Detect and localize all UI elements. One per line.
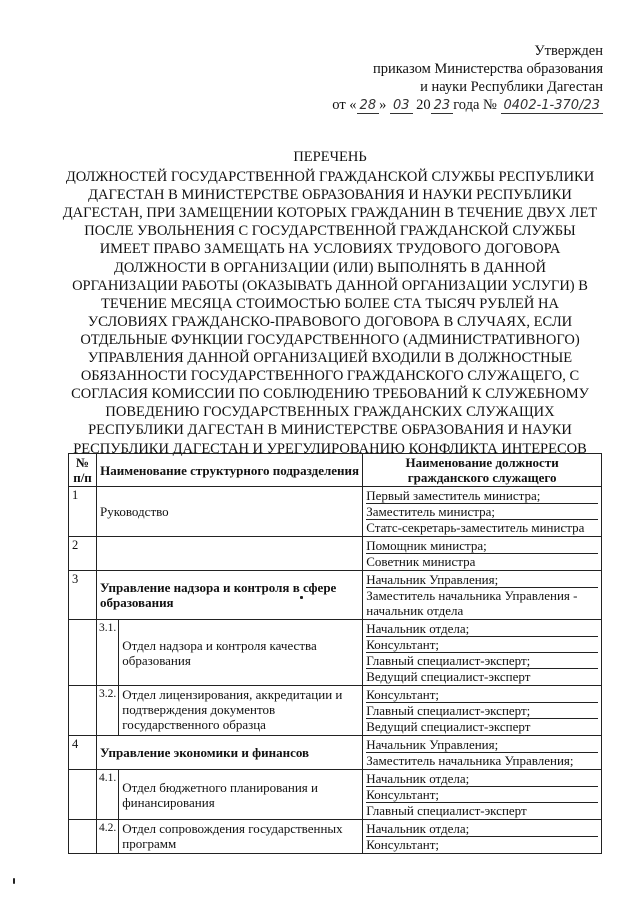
subrow-number: 3.1. (97, 620, 119, 686)
positions-table (68, 453, 602, 854)
date-prefix: от « (332, 97, 357, 113)
table-row (69, 820, 602, 854)
position-list (363, 736, 602, 770)
table-row (69, 736, 602, 770)
position-item: Консультант; (366, 637, 598, 653)
position-item: Главный специалист-эксперт; (366, 653, 598, 669)
document-heading: ДОЛЖНОСТЕЙ ГОСУДАРСТВЕННОЙ ГРАЖДАНСКОЙ СЛУЖБЫ РЕСПУБЛИКИ ДАГЕСТАН В МИНИСТЕРСТВЕ ОБРАЗОВАНИЯ И НАУКИ РЕСПУБЛИКИ ДАГЕСТАН, ПРИ ЗАМЕЩЕНИИ КОТОРЫХ ГРАЖДАНИН В ТЕЧЕНИЕ ДВУХ ЛЕТ ПОСЛЕ УВОЛЬНЕНИЯ С ГОСУДАРСТВЕННОЙ ГРАЖДАНСКОЙ СЛУЖБЫ ИМЕЕТ ПРАВО ЗАМЕЩАТЬ НА УСЛОВИЯХ ТРУДОВОГО ДОГОВОРА ДОЛЖНОСТИ В ОРГАНИЗАЦИИ (ИЛИ) ВЫПОЛНЯТЬ В ДАННОЙ ОРГАНИЗАЦИИ РАБОТЫ (ОКАЗЫВАТЬ ДАННОЙ ОРГАНИЗАЦИИ УСЛУГИ) В ТЕЧЕНИЕ МЕСЯЦА СТОИМОСТЬЮ БОЛЕЕ СТА ТЫСЯЧ РУБЛЕЙ НА УСЛОВИЯХ ГРАЖДАНСКО-ПРАВОВОГО ДОГОВОРА В СЛУЧАЯХ, ЕСЛИ ОТДЕЛЬНЫЕ ФУНКЦИИ ГОСУДАРСТВЕННОГО (АДМИНИСТРАТИВНОГО) УПРАВЛЕНИЯ ДАННОЙ ОРГАНИЗАЦИЕЙ ВХОДИЛИ В ДОЛЖНОСТНЫЕ ОБЯЗАННОСТИ ГОСУДАРСТВЕННОГО ГРАЖДАНСКОГО СЛУЖАЩЕГО, С СОГЛАСИЯ КОМИССИИ ПО СОБЛЮДЕНИЮ ТРЕБОВАНИЙ К СЛУЖЕБНОМУ ПОВЕДЕНИЮ ГОСУДАРСТВЕННЫХ ГРАЖДАНСКИХ СЛУЖАЩИХ РЕСПУБЛИКИ ДАГЕСТАН В МИНИСТЕРСТВЕ ОБРАЗОВАНИЯ И НАУКИ РЕСПУБЛИКИ ДАГЕСТАН И УРЕГУЛИРОВАНИЮ КОНФЛИКТА ИНТЕРЕСОВ (62, 169, 598, 457)
position-list (363, 820, 602, 854)
row-number: 1 (69, 487, 97, 537)
table-row (69, 620, 602, 686)
subrow-number: 3.2. (97, 686, 119, 736)
date-day-close: » (379, 97, 387, 113)
scan-speck (13, 878, 15, 884)
approval-line-1: Утвержден (534, 43, 603, 59)
table-row (69, 686, 602, 736)
table-row (69, 571, 602, 620)
position-list (363, 487, 602, 537)
row-number: 4 (69, 736, 97, 770)
position-item: Начальник отдела; (366, 771, 598, 787)
row-number-empty (69, 820, 97, 854)
header-unit: Наименование структурного подразделения (97, 454, 363, 487)
position-item: Заместитель министра; (366, 504, 598, 520)
approval-stamp (332, 42, 603, 115)
position-item: Начальник Управления; (366, 737, 598, 753)
row-number: 2 (69, 537, 97, 571)
unit-name: Отдел бюджетного планирования и финансирования (119, 770, 363, 820)
row-number-empty (69, 620, 97, 686)
table-row (69, 487, 602, 537)
handwritten-month: 03 (390, 98, 413, 114)
position-item: Консультант; (366, 837, 440, 852)
position-item: Ведущий специалист-эксперт (366, 719, 531, 734)
header-position: Наименование должности гражданского служащего (363, 454, 602, 487)
position-item: Консультант; (366, 687, 598, 703)
handwritten-year: 23 (431, 98, 454, 114)
unit-name (97, 537, 363, 571)
scan-speck (300, 596, 303, 599)
approval-line-3: и науки Республики Дагестан (420, 79, 603, 95)
position-item: Заместитель начальника Управления; (366, 753, 574, 768)
number-prefix: года № (453, 97, 497, 113)
position-item: Помощник министра; (366, 538, 598, 554)
year-prefix: 20 (416, 97, 431, 113)
position-item: Заместитель начальника Управления - начальник отдела (366, 588, 578, 618)
approval-date-line (332, 96, 603, 115)
position-item: Главный специалист-эксперт (366, 803, 527, 818)
position-item: Первый заместитель министра; (366, 488, 598, 504)
position-list (363, 571, 602, 620)
position-list (363, 537, 602, 571)
position-item: Консультант; (366, 787, 598, 803)
handwritten-order-number: 0402-1-370/23 (501, 98, 603, 114)
table-row (69, 770, 602, 820)
unit-name: Управление экономики и финансов (97, 736, 363, 770)
position-item: Ведущий специалист-эксперт (366, 669, 531, 684)
table-row (69, 537, 602, 571)
subrow-number: 4.1. (97, 770, 119, 820)
document-title: ПЕРЕЧЕНЬ (293, 149, 367, 165)
row-number-empty (69, 770, 97, 820)
position-list (363, 770, 602, 820)
unit-name: Руководство (97, 487, 363, 537)
position-item: Начальник отдела; (366, 821, 598, 837)
approval-line-2: приказом Министерства образования (372, 61, 603, 77)
position-item: Начальник отдела; (366, 621, 598, 637)
unit-name: Управление надзора и контроля в сфере образования (97, 571, 363, 620)
position-list (363, 686, 602, 736)
unit-name: Отдел лицензирования, аккредитации и подтверждения документов государственного образца (119, 686, 363, 736)
table-header-row (69, 454, 602, 487)
position-item: Начальник Управления; (366, 572, 598, 588)
position-item: Главный специалист-эксперт; (366, 703, 598, 719)
handwritten-day: 28 (357, 98, 380, 114)
position-item: Советник министра (366, 554, 476, 569)
row-number-empty (69, 686, 97, 736)
header-num: № п/п (69, 454, 97, 487)
position-list (363, 620, 602, 686)
subrow-number: 4.2. (97, 820, 119, 854)
row-number: 3 (69, 571, 97, 620)
unit-name: Отдел сопровождения государственных программ (119, 820, 363, 854)
position-item: Статс-секретарь-заместитель министра (366, 520, 585, 535)
unit-name: Отдел надзора и контроля качества образования (119, 620, 363, 686)
document-title-block (60, 148, 600, 458)
